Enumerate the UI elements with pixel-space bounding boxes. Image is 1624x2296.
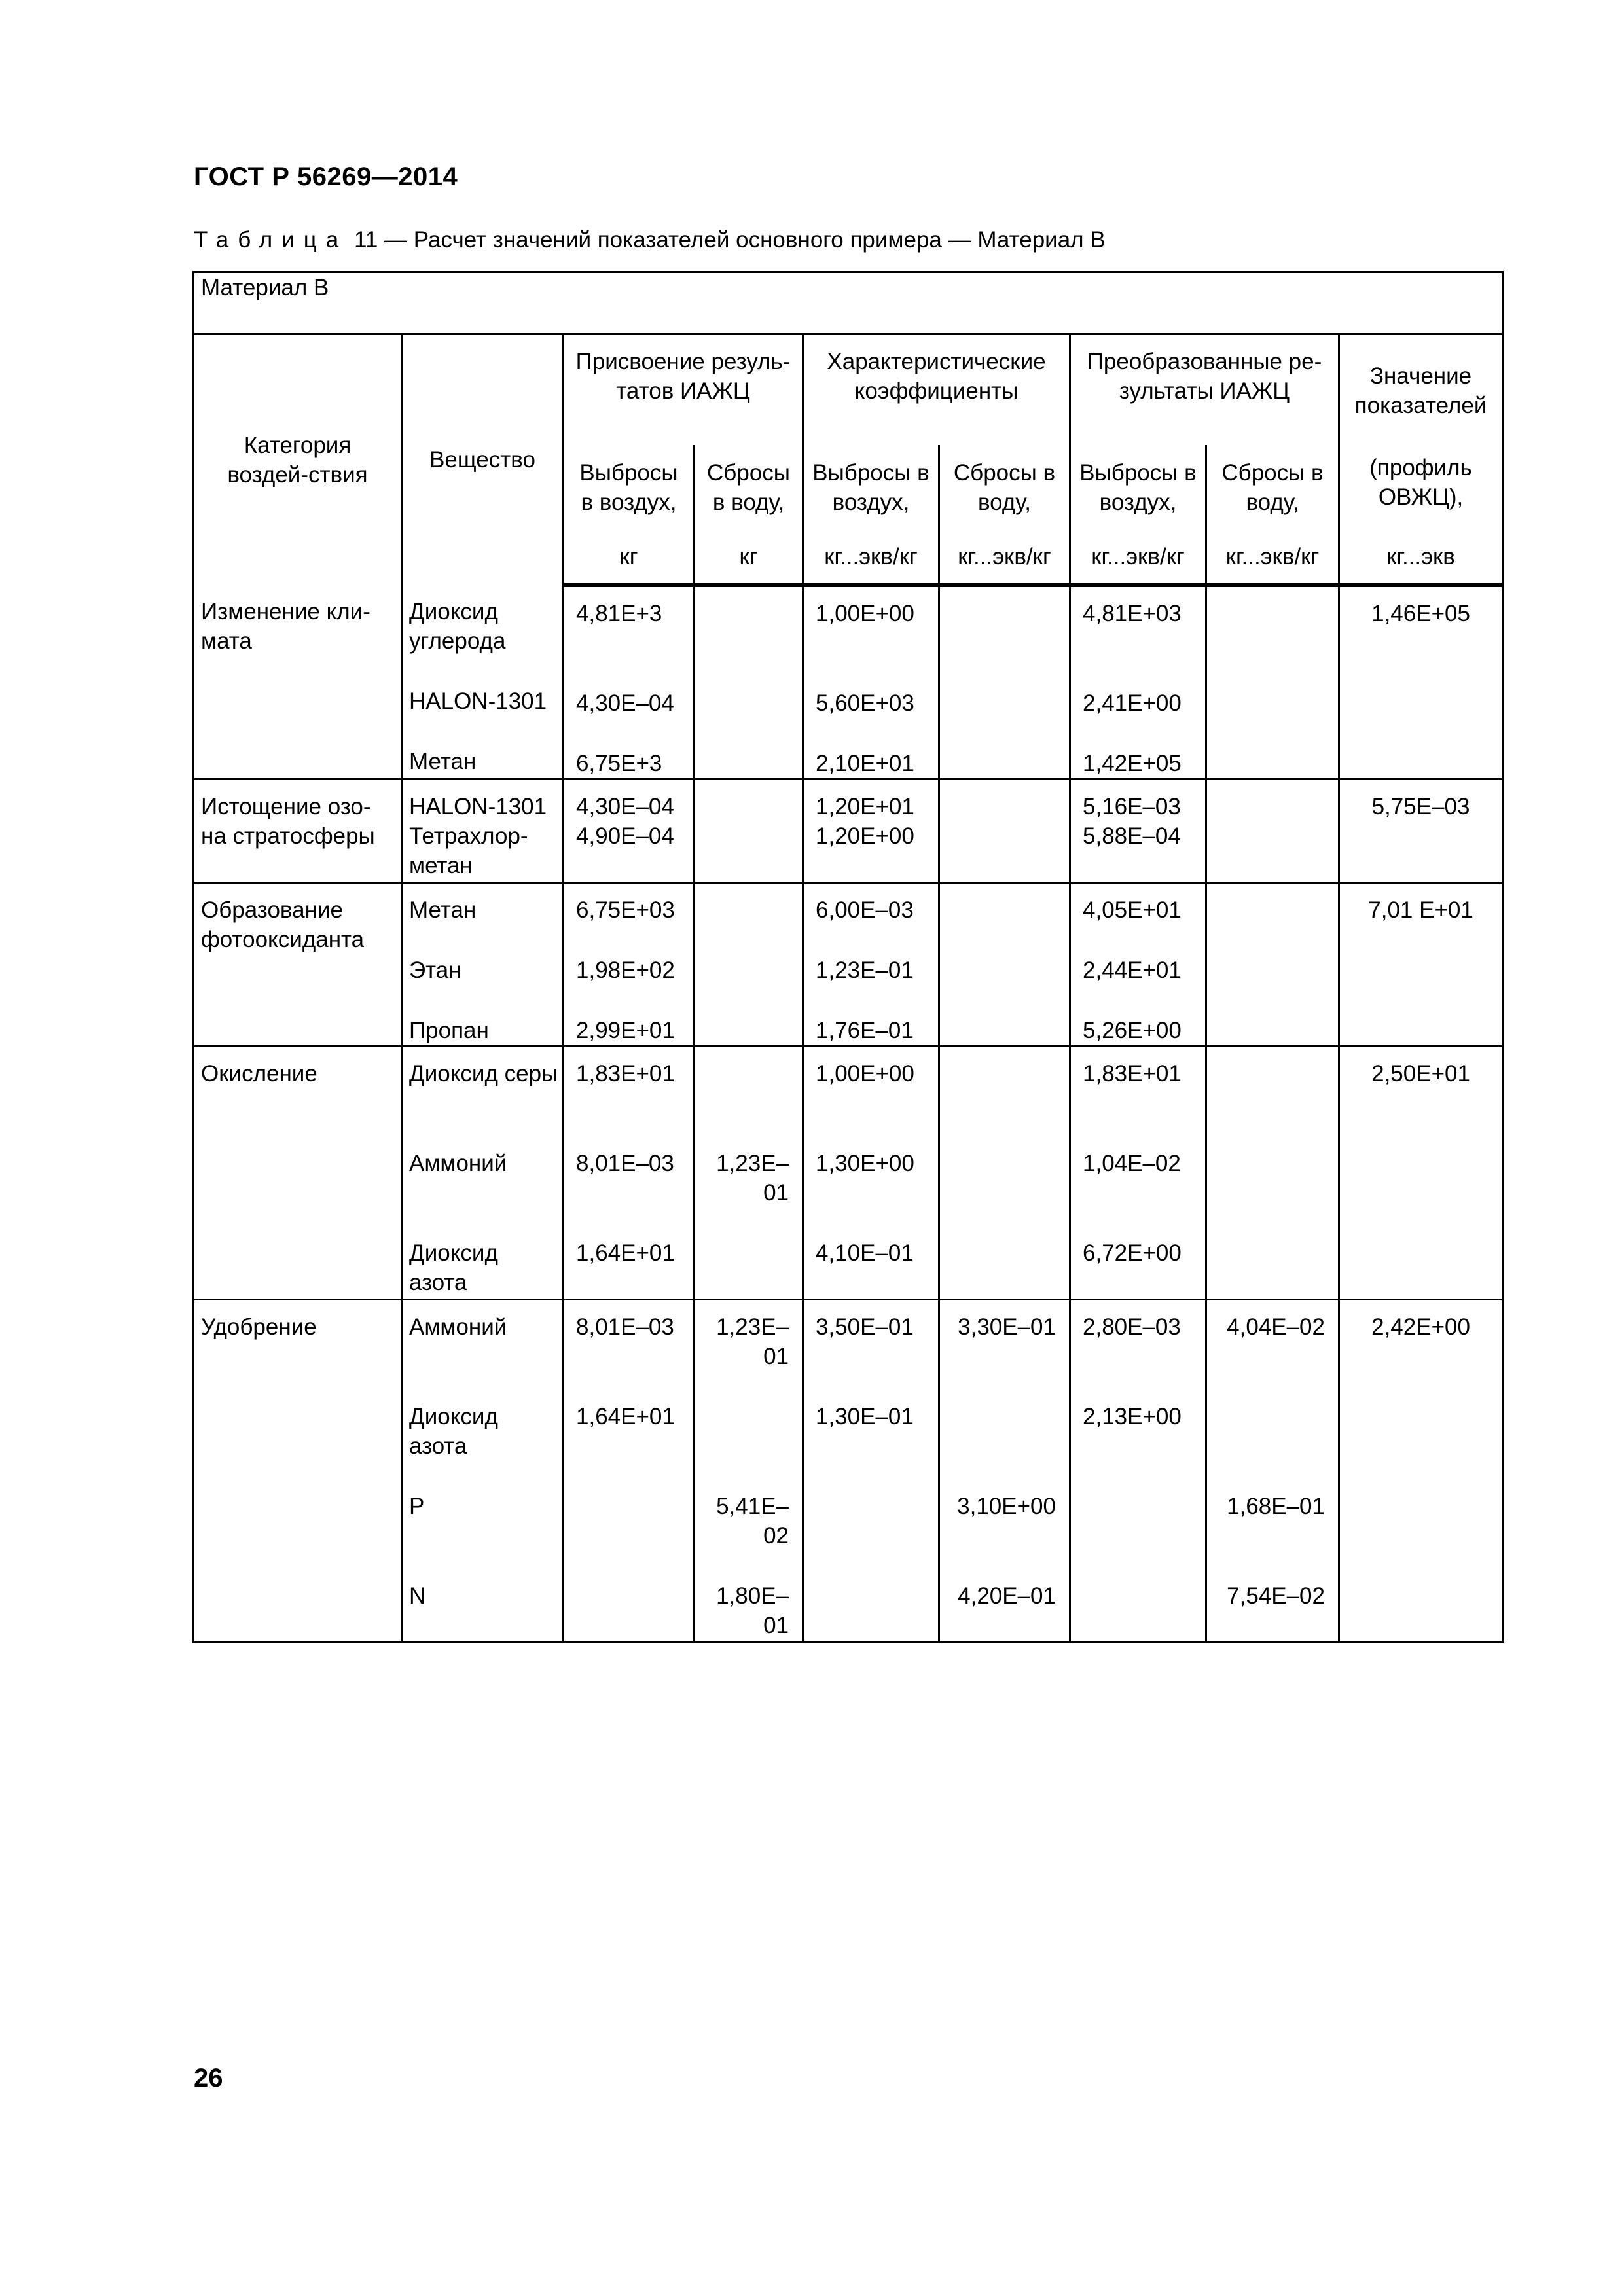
transformed-air-value: 2,80E–03 — [1083, 1314, 1181, 1340]
emission-air-value: 8,01E–03 — [576, 1314, 674, 1340]
table-caption-text: 11 — Расчет значений показателей основного примера — Материал В — [348, 227, 1106, 253]
table-caption-prefix: Таблица — [194, 227, 348, 253]
transformed-water-value — [1207, 821, 1338, 882]
cf-water-value — [940, 1016, 1069, 1045]
header-unit-kg-air: кг — [564, 530, 695, 585]
header-discharge-water-tr: Сбросы в воду, — [1206, 445, 1339, 530]
indicator-value: 7,01 E+01 — [1368, 897, 1473, 923]
header-value-sub: (профиль ОВЖЦ), — [1369, 455, 1472, 510]
indicator-value: 2,50E+01 — [1371, 1061, 1470, 1086]
header-category: Категория воздей-ствия — [194, 334, 402, 585]
substance-name: Диоксид углерода — [409, 598, 506, 654]
cf-air-value: 1,20E+01 — [816, 794, 914, 819]
transformed-air-value-cell — [1070, 883, 1206, 1047]
table-group-row — [194, 1047, 1503, 1300]
impact-category: Изменение кли-мата — [194, 585, 402, 780]
emission-air-value-cell — [564, 780, 695, 883]
cf-air-value: 4,10E–01 — [816, 1240, 914, 1266]
header-assign-group: Присвоение резуль-татов ИАЖЦ — [564, 334, 803, 446]
transformed-air-value: 5,26E+00 — [1083, 1018, 1182, 1043]
header-unit-eq-4: кг...экв/кг — [1206, 530, 1339, 585]
transformed-air-value-cell — [1070, 585, 1206, 780]
discharge-water-value — [695, 599, 802, 689]
discharge-water-value — [695, 821, 802, 882]
substance-name-cell — [402, 585, 564, 780]
substance-name: Диоксид серы — [409, 1061, 558, 1086]
emission-air-value-cell — [564, 883, 695, 1047]
transformed-water-value — [1207, 1149, 1338, 1238]
impact-category: Окисление — [194, 1047, 402, 1300]
transformed-air-value: 1,42E+05 — [1083, 751, 1182, 776]
header-value-cell — [1339, 334, 1503, 531]
cf-water-value — [940, 1402, 1069, 1492]
cf-water-value: 3,10E+00 — [957, 1494, 1056, 1519]
substance-name-cell — [402, 1300, 564, 1643]
discharge-water-value: 1,23E–01 — [716, 1151, 789, 1206]
substance-name: HALON-1301 — [409, 688, 547, 714]
document-title: ГОСТ Р 56269—2014 — [194, 162, 458, 191]
emission-air-value: 4,30E–04 — [576, 691, 674, 716]
discharge-water-value — [695, 956, 802, 1016]
emission-air-value: 6,75E+3 — [576, 751, 662, 776]
header-emission-air-tr: Выбросы в воздух, — [1070, 445, 1206, 530]
impact-category: Истощение озо-на стратосферы — [194, 780, 402, 883]
emission-air-value: 1,83E+01 — [576, 1061, 675, 1086]
cf-air-value — [804, 1492, 938, 1581]
header-substance: Вещество — [402, 334, 564, 585]
transformed-air-value-cell — [1070, 1300, 1206, 1643]
transformed-air-value — [1071, 1492, 1205, 1581]
cf-air-value: 1,00E+00 — [816, 601, 914, 626]
transformed-water-value: 4,04E–02 — [1227, 1314, 1325, 1340]
material-label: Материал В — [194, 272, 1503, 334]
transformed-water-value — [1207, 749, 1338, 778]
discharge-water-value — [695, 1016, 802, 1045]
indicator-value-cell — [1339, 883, 1503, 1047]
cf-water-value: 4,20E–01 — [958, 1583, 1056, 1609]
emission-air-value: 8,01E–03 — [576, 1151, 674, 1176]
substance-name: Метан — [409, 897, 477, 923]
indicator-value-cell — [1339, 780, 1503, 883]
cf-air-value: 1,20E+00 — [816, 823, 914, 849]
transformed-water-value-cell — [1206, 780, 1339, 883]
substance-name-cell — [402, 883, 564, 1047]
discharge-water-value — [695, 1238, 802, 1299]
transformed-air-value: 5,88E–04 — [1083, 823, 1181, 849]
transformed-air-value: 2,13E+00 — [1083, 1404, 1182, 1429]
transformed-water-value-cell — [1206, 1047, 1339, 1300]
substance-name: Тетрахлор-метан — [409, 823, 528, 878]
discharge-water-value — [695, 895, 802, 956]
emission-air-value — [564, 1581, 693, 1641]
indicator-value: 5,75E–03 — [1371, 794, 1470, 819]
substance-name: Пропан — [409, 1018, 489, 1043]
cf-water-value-cell — [939, 1047, 1070, 1300]
transformed-air-value: 5,16E–03 — [1083, 794, 1181, 819]
header-emission-air: Выбросы в воздух, — [564, 445, 695, 530]
indicator-value: 2,42E+00 — [1371, 1314, 1470, 1340]
discharge-water-value-cell — [695, 883, 803, 1047]
header-unit-value: кг...экв — [1339, 530, 1503, 585]
cf-air-value-cell — [803, 883, 939, 1047]
transformed-air-value: 2,41E+00 — [1083, 691, 1182, 716]
cf-water-value — [940, 1059, 1069, 1149]
transformed-air-value-cell — [1070, 1047, 1206, 1300]
emission-air-value-cell — [564, 1300, 695, 1643]
cf-water-value — [940, 1238, 1069, 1299]
substance-name: HALON-1301 — [409, 794, 547, 819]
header-unit-eq-2: кг...экв/кг — [939, 530, 1070, 585]
substance-name: P — [409, 1494, 425, 1519]
transformed-air-value-cell — [1070, 780, 1206, 883]
emission-air-value: 4,81E+3 — [576, 601, 662, 626]
header-value-group: Значение показателей — [1354, 363, 1487, 418]
emission-air-value: 4,90E–04 — [576, 823, 674, 849]
substance-name: N — [409, 1583, 426, 1609]
table-group-row — [194, 780, 1503, 883]
cf-water-value — [940, 1149, 1069, 1238]
header-emission-air-cf: Выбросы в воздух, — [803, 445, 939, 530]
transformed-water-value — [1207, 1402, 1338, 1492]
transformed-water-value — [1207, 1238, 1338, 1299]
substance-name: Диоксид азота — [409, 1240, 498, 1295]
emission-air-value: 1,64E+01 — [576, 1404, 675, 1429]
cf-water-value: 3,30E–01 — [958, 1314, 1056, 1340]
substance-name-cell — [402, 1047, 564, 1300]
header-coef-group: Характеристические коэффициенты — [803, 334, 1070, 446]
transformed-water-value: 1,68E–01 — [1227, 1494, 1325, 1519]
transformed-air-value — [1071, 1581, 1205, 1641]
substance-name-cell — [402, 780, 564, 883]
discharge-water-value-cell — [695, 1047, 803, 1300]
cf-air-value: 1,00E+00 — [816, 1061, 914, 1086]
cf-water-value — [940, 821, 1069, 882]
transformed-water-value — [1207, 1016, 1338, 1045]
cf-air-value: 6,00E–03 — [816, 897, 914, 923]
transformed-water-value — [1207, 689, 1338, 749]
transformed-air-value: 4,05E+01 — [1083, 897, 1182, 923]
transformed-water-value — [1207, 895, 1338, 956]
discharge-water-value — [695, 689, 802, 749]
page-number: 26 — [194, 2064, 223, 2092]
transformed-air-value: 1,83E+01 — [1083, 1061, 1182, 1086]
cf-water-value-cell — [939, 780, 1070, 883]
transformed-water-value-cell — [1206, 883, 1339, 1047]
cf-water-value — [940, 689, 1069, 749]
cf-water-value — [940, 599, 1069, 689]
transformed-air-value: 2,44E+01 — [1083, 958, 1182, 983]
header-discharge-water-cf: Сбросы в воду, — [939, 445, 1070, 530]
table-group-row — [194, 883, 1503, 1047]
substance-name: Диоксид азота — [409, 1404, 498, 1459]
discharge-water-value: 1,23E–01 — [716, 1314, 789, 1369]
cf-water-value — [940, 749, 1069, 778]
cf-air-value — [804, 1581, 938, 1641]
cf-water-value-cell — [939, 883, 1070, 1047]
emission-air-value-cell — [564, 585, 695, 780]
indicator-value-cell — [1339, 1300, 1503, 1643]
cf-air-value: 2,10E+01 — [816, 751, 914, 776]
cf-water-value-cell — [939, 1300, 1070, 1643]
header-discharge-water: Сбросы в воду, — [695, 445, 803, 530]
transformed-water-value — [1207, 599, 1338, 689]
cf-air-value-cell — [803, 780, 939, 883]
cf-air-value: 1,76E–01 — [816, 1018, 914, 1043]
results-table — [192, 271, 1504, 1643]
discharge-water-value — [695, 1059, 802, 1149]
transformed-water-value-cell — [1206, 1300, 1339, 1643]
cf-air-value: 1,30E+00 — [816, 1151, 914, 1176]
table-group-row — [194, 1300, 1503, 1643]
transformed-air-value: 6,72E+00 — [1083, 1240, 1182, 1266]
table-group-row — [194, 585, 1503, 780]
cf-water-value — [940, 792, 1069, 821]
transformed-air-value: 4,81E+03 — [1083, 601, 1182, 626]
cf-air-value: 3,50E–01 — [816, 1314, 914, 1340]
discharge-water-value — [695, 749, 802, 778]
emission-air-value — [564, 1492, 693, 1581]
cf-water-value-cell — [939, 585, 1070, 780]
cf-air-value-cell — [803, 1047, 939, 1300]
emission-air-value: 2,99E+01 — [576, 1018, 675, 1043]
header-unit-eq-3: кг...экв/кг — [1070, 530, 1206, 585]
transformed-water-value — [1207, 956, 1338, 1016]
indicator-value: 1,46E+05 — [1371, 601, 1470, 626]
substance-name: Аммоний — [409, 1314, 507, 1340]
transformed-water-value — [1207, 792, 1338, 821]
transformed-water-value-cell — [1206, 585, 1339, 780]
discharge-water-value — [695, 1402, 802, 1492]
substance-name: Этан — [409, 958, 461, 983]
discharge-water-value-cell — [695, 1300, 803, 1643]
transformed-water-value — [1207, 1059, 1338, 1149]
discharge-water-value: 5,41E–02 — [716, 1494, 789, 1549]
header-transformed-group: Преобразованные ре-зультаты ИАЖЦ — [1070, 334, 1339, 446]
cf-air-value: 1,23E–01 — [816, 958, 914, 983]
header-unit-eq-1: кг...экв/кг — [803, 530, 939, 585]
impact-category: Удобрение — [194, 1300, 402, 1643]
substance-name: Аммоний — [409, 1151, 507, 1176]
cf-air-value-cell — [803, 1300, 939, 1643]
emission-air-value: 1,64E+01 — [576, 1240, 675, 1266]
cf-water-value — [940, 895, 1069, 956]
discharge-water-value-cell — [695, 585, 803, 780]
substance-name: Метан — [409, 748, 477, 774]
cf-air-value: 1,30E–01 — [816, 1404, 914, 1429]
discharge-water-value — [695, 792, 802, 821]
discharge-water-value-cell — [695, 780, 803, 883]
table-caption — [194, 227, 1106, 253]
impact-category: Образование фотооксиданта — [194, 883, 402, 1047]
emission-air-value: 1,98E+02 — [576, 958, 675, 983]
transformed-water-value: 7,54E–02 — [1227, 1583, 1325, 1609]
indicator-value-cell — [1339, 1047, 1503, 1300]
discharge-water-value: 1,80E–01 — [716, 1583, 789, 1638]
transformed-air-value: 1,04E–02 — [1083, 1151, 1181, 1176]
cf-water-value — [940, 956, 1069, 1016]
indicator-value-cell — [1339, 585, 1503, 780]
cf-air-value-cell — [803, 585, 939, 780]
cf-air-value: 5,60E+03 — [816, 691, 914, 716]
header-unit-kg-water: кг — [695, 530, 803, 585]
emission-air-value: 4,30E–04 — [576, 794, 674, 819]
emission-air-value-cell — [564, 1047, 695, 1300]
emission-air-value: 6,75E+03 — [576, 897, 675, 923]
